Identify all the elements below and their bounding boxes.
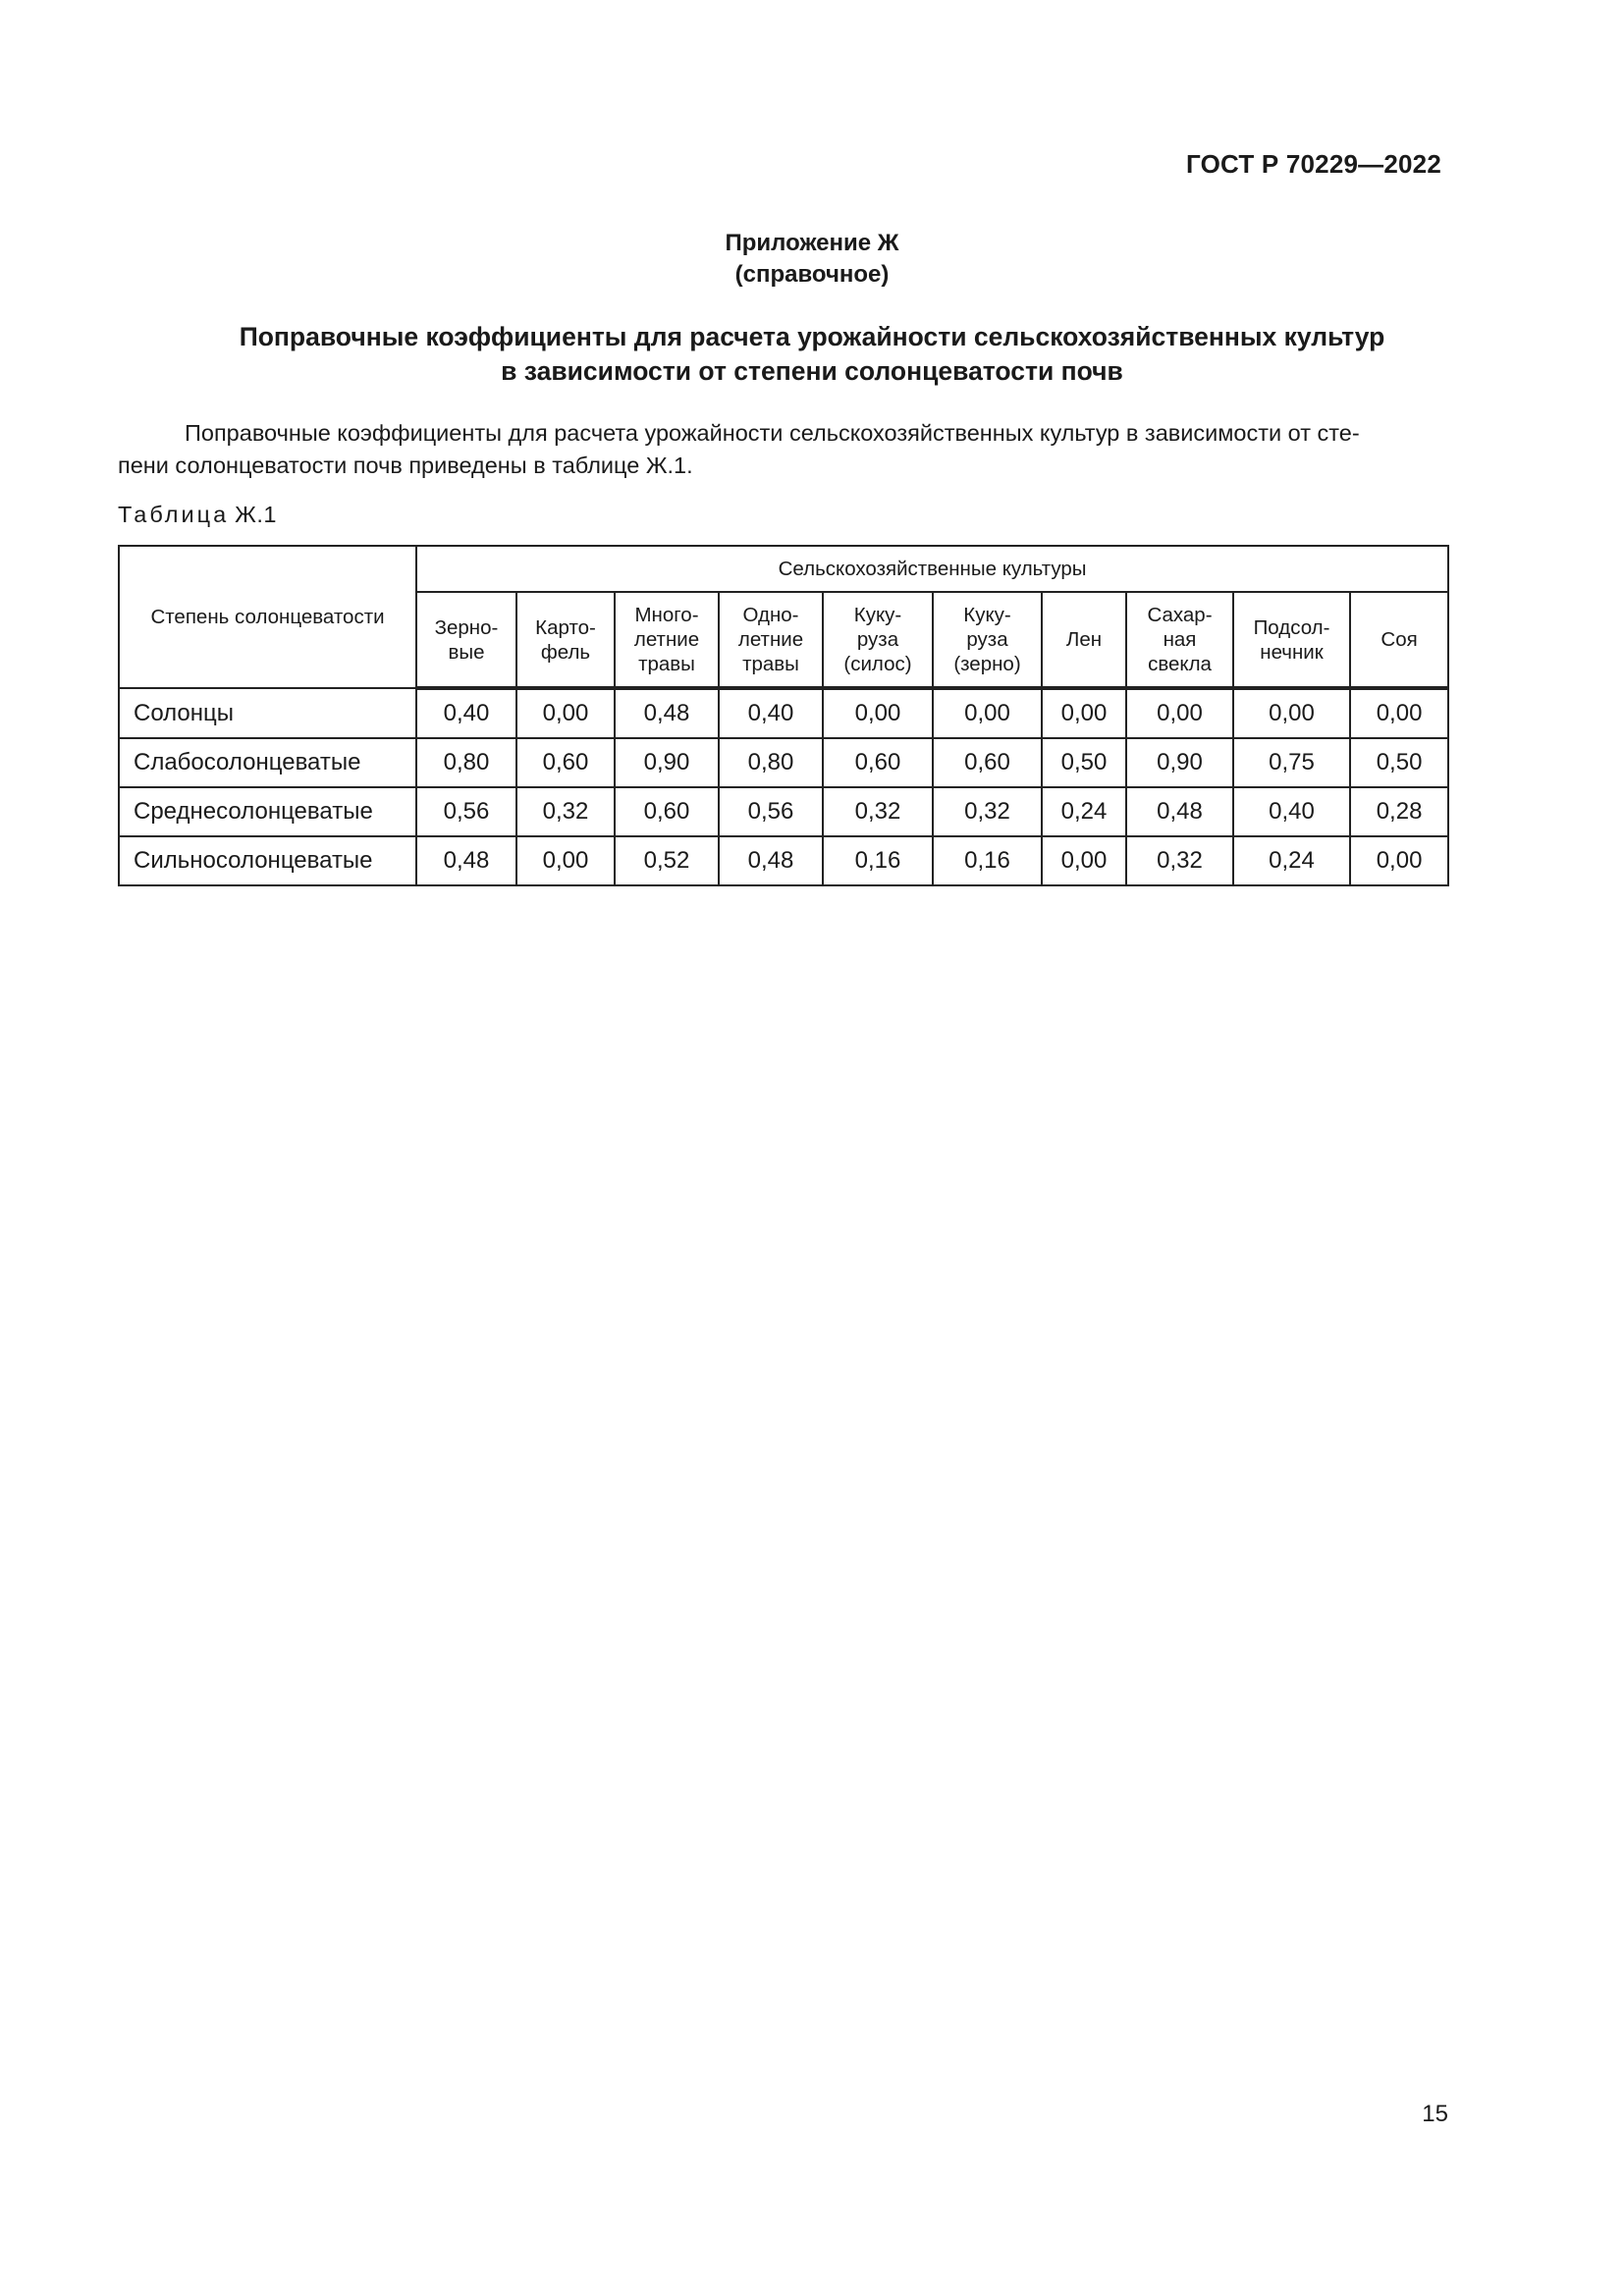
table-row <box>119 836 1448 885</box>
value-cell: 0,52 <box>615 836 719 885</box>
value-cell: 0,00 <box>516 836 615 885</box>
value-cell: 0,00 <box>823 688 933 738</box>
value-cell: 0,56 <box>719 787 823 836</box>
column-header: Сахар- ная свекла <box>1126 592 1233 688</box>
value-cell: 0,90 <box>1126 738 1233 787</box>
value-cell: 0,00 <box>516 688 615 738</box>
value-cell: 0,75 <box>1233 738 1350 787</box>
column-header: Зерно- вые <box>416 592 516 688</box>
value-cell: 0,56 <box>416 787 516 836</box>
value-cell: 0,48 <box>416 836 516 885</box>
value-cell: 0,00 <box>1233 688 1350 738</box>
standard-id: ГОСТ Р 70229—2022 <box>1186 149 1441 179</box>
value-cell: 0,24 <box>1042 787 1126 836</box>
column-header: Соя <box>1350 592 1448 688</box>
page-number: 15 <box>1422 2101 1448 2127</box>
value-cell: 0,00 <box>1042 836 1126 885</box>
value-cell: 0,90 <box>615 738 719 787</box>
value-cell: 0,60 <box>823 738 933 787</box>
value-cell: 0,00 <box>933 688 1042 738</box>
value-cell: 0,24 <box>1233 836 1350 885</box>
value-cell: 0,32 <box>823 787 933 836</box>
value-cell: 0,32 <box>933 787 1042 836</box>
value-cell: 0,48 <box>719 836 823 885</box>
value-cell: 0,00 <box>1042 688 1126 738</box>
appendix-kind: (справочное) <box>734 261 890 288</box>
value-cell: 0,00 <box>1126 688 1233 738</box>
value-cell: 0,60 <box>933 738 1042 787</box>
row-header-cell: Степень солонцеватости <box>119 546 416 688</box>
document-title-line-2: в зависимости от степени солонцеватости почв <box>501 356 1123 386</box>
value-cell: 0,80 <box>719 738 823 787</box>
appendix-heading <box>0 228 1624 291</box>
value-cell: 0,00 <box>1350 688 1448 738</box>
column-header: Куку- руза (зерно) <box>933 592 1042 688</box>
value-cell: 0,50 <box>1042 738 1126 787</box>
value-cell: 0,32 <box>1126 836 1233 885</box>
table-caption-word: Таблица <box>118 502 230 527</box>
document-title <box>0 320 1624 389</box>
column-header: Лен <box>1042 592 1126 688</box>
value-cell: 0,40 <box>1233 787 1350 836</box>
group-header-cell: Сельскохозяйственные культуры <box>416 546 1448 592</box>
table-caption-number: Ж.1 <box>235 502 277 527</box>
row-label-cell: Солонцы <box>119 688 416 738</box>
row-label-cell: Слабосолонцеватые <box>119 738 416 787</box>
column-header: Карто- фель <box>516 592 615 688</box>
column-header: Подсол- нечник <box>1233 592 1350 688</box>
row-label-cell: Сильносолонцеватые <box>119 836 416 885</box>
value-cell: 0,16 <box>823 836 933 885</box>
value-cell: 0,50 <box>1350 738 1448 787</box>
value-cell: 0,48 <box>1126 787 1233 836</box>
value-cell: 0,60 <box>615 787 719 836</box>
value-cell: 0,28 <box>1350 787 1448 836</box>
coefficients-table <box>118 545 1449 886</box>
intro-paragraph <box>118 417 1449 482</box>
document-title-line-1: Поправочные коэффициенты для расчета урожайности сельскохозяйственных культур <box>239 322 1385 351</box>
value-cell: 0,60 <box>516 738 615 787</box>
value-cell: 0,16 <box>933 836 1042 885</box>
value-cell: 0,48 <box>615 688 719 738</box>
column-header: Одно- летние травы <box>719 592 823 688</box>
column-header: Много- летние травы <box>615 592 719 688</box>
row-label-cell: Среднесолонцеватые <box>119 787 416 836</box>
intro-paragraph-line-2: пени солонцеватости почв приведены в таблице Ж.1. <box>118 453 693 478</box>
value-cell: 0,32 <box>516 787 615 836</box>
value-cell: 0,40 <box>416 688 516 738</box>
table-row <box>119 787 1448 836</box>
appendix-title: Приложение Ж <box>725 230 899 256</box>
table-caption <box>118 502 277 528</box>
intro-paragraph-line-1: Поправочные коэффициенты для расчета урожайности сельскохозяйственных культур в зависимости от сте- <box>185 420 1360 446</box>
value-cell: 0,40 <box>719 688 823 738</box>
column-header: Куку- руза (силос) <box>823 592 933 688</box>
value-cell: 0,80 <box>416 738 516 787</box>
table-row <box>119 688 1448 738</box>
value-cell: 0,00 <box>1350 836 1448 885</box>
table-row <box>119 738 1448 787</box>
